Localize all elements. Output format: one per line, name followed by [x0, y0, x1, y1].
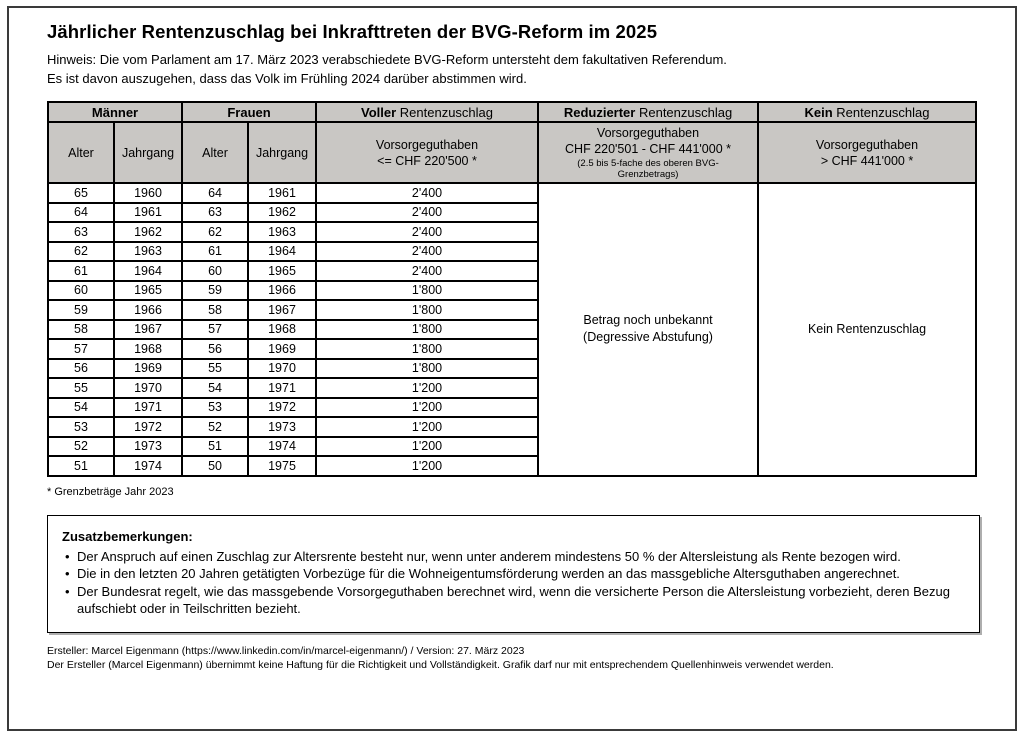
table-cell: 1968	[248, 320, 316, 340]
table-cell: 1962	[114, 222, 182, 242]
table-cell: 57	[48, 339, 114, 359]
table-cell: 1969	[248, 339, 316, 359]
table-row	[48, 183, 976, 203]
column-header-jahrgang-maenner: Jahrgang	[114, 122, 182, 183]
table-cell: 2'400	[316, 203, 538, 223]
table-cell: 56	[48, 359, 114, 379]
table-cell: 53	[48, 417, 114, 437]
remarks-list	[62, 548, 965, 618]
table-cell: 1966	[248, 281, 316, 301]
merged-cell-kein: Kein Rentenzuschlag	[758, 183, 976, 476]
table-cell: 1'200	[316, 437, 538, 457]
table-cell: 60	[48, 281, 114, 301]
column-header-jahrgang-frauen: Jahrgang	[248, 122, 316, 183]
table-cell: 1'200	[316, 456, 538, 476]
reduzierter-range-note: (2.5 bis 5-fache des oberen BVG- Grenzbetrags)	[577, 158, 719, 180]
table-cell: 1965	[248, 261, 316, 281]
table-cell: 2'400	[316, 242, 538, 262]
page-frame	[7, 6, 1017, 731]
table-cell: 2'400	[316, 183, 538, 203]
table-cell: 1965	[114, 281, 182, 301]
table-body	[48, 183, 976, 476]
table-cell: 1972	[248, 398, 316, 418]
table-cell: 63	[182, 203, 248, 223]
table-cell: 1'800	[316, 320, 538, 340]
table-cell: 54	[182, 378, 248, 398]
footer-disclaimer-line: Der Ersteller (Marcel Eigenmann) übernimmt keine Haftung für die Richtigkeit und Vollständigkeit. Grafik darf nur mit entsprechendem Quellenhinweis verwendet werden.	[47, 658, 834, 671]
table-cell: 51	[182, 437, 248, 457]
table-cell: 59	[182, 281, 248, 301]
footer-creator-line: Ersteller: Marcel Eigenmann (https://www.linkedin.com/in/marcel-eigenmann/) / Version: 27. März 2023	[47, 644, 525, 657]
hint-text	[47, 50, 979, 88]
table-cell: 2'400	[316, 222, 538, 242]
table-cell: 58	[182, 300, 248, 320]
page-title: Jährlicher Rentenzuschlag bei Inkrafttreten der BVG-Reform im 2025	[47, 21, 658, 42]
hint-line-2: Es ist davon auszugehen, dass das Volk im Frühling 2024 darüber abstimmen wird.	[47, 71, 527, 86]
table-cell: 1961	[114, 203, 182, 223]
column-group-maenner: Männer	[48, 102, 182, 122]
table-cell: 1964	[114, 261, 182, 281]
column-header-alter-frauen: Alter	[182, 122, 248, 183]
table-cell: 52	[48, 437, 114, 457]
table-cell: 1969	[114, 359, 182, 379]
remarks-box	[47, 515, 980, 633]
footer	[47, 644, 979, 672]
table-cell: 1968	[114, 339, 182, 359]
table-cell: 1'200	[316, 417, 538, 437]
table-cell: 63	[48, 222, 114, 242]
table-cell: 1971	[114, 398, 182, 418]
table-cell: 1961	[248, 183, 316, 203]
table-cell: 51	[48, 456, 114, 476]
table-cell: 52	[182, 417, 248, 437]
table-cell: 64	[182, 183, 248, 203]
table-cell: 1970	[248, 359, 316, 379]
column-header-voller-range: Vorsorgeguthaben <= CHF 220'500 *	[316, 122, 538, 183]
table-cell: 1974	[248, 437, 316, 457]
table-cell: 1964	[248, 242, 316, 262]
table-cell: 1'800	[316, 339, 538, 359]
column-group-reduzierter: Reduzierter Rentenzuschlag	[538, 102, 758, 122]
table-cell: 1963	[248, 222, 316, 242]
table-cell: 1'800	[316, 300, 538, 320]
table-cell: 1962	[248, 203, 316, 223]
pension-supplement-table	[47, 101, 977, 477]
table-cell: 56	[182, 339, 248, 359]
column-header-kein-range: Vorsorgeguthaben > CHF 441'000 *	[758, 122, 976, 183]
remarks-heading: Zusatzbemerkungen:	[62, 528, 193, 544]
table-cell: 61	[182, 242, 248, 262]
table-cell: 55	[182, 359, 248, 379]
merged-cell-reduzierter: Betrag noch unbekannt (Degressive Abstufung)	[538, 183, 758, 476]
table-cell: 1960	[114, 183, 182, 203]
table-cell: 1'200	[316, 378, 538, 398]
table-cell: 59	[48, 300, 114, 320]
table-cell: 1966	[114, 300, 182, 320]
table-cell: 54	[48, 398, 114, 418]
table-cell: 55	[48, 378, 114, 398]
column-group-frauen: Frauen	[182, 102, 316, 122]
column-group-kein: Kein Rentenzuschlag	[758, 102, 976, 122]
table-cell: 1963	[114, 242, 182, 262]
table-cell: 1971	[248, 378, 316, 398]
table-cell: 60	[182, 261, 248, 281]
table-cell: 65	[48, 183, 114, 203]
table-cell: 53	[182, 398, 248, 418]
table-cell: 1967	[114, 320, 182, 340]
column-header-alter-maenner: Alter	[48, 122, 114, 183]
table-cell: 2'400	[316, 261, 538, 281]
table-cell: 1973	[114, 437, 182, 457]
table-cell: 1972	[114, 417, 182, 437]
hint-line-1: Hinweis: Die vom Parlament am 17. März 2023 verabschiedete BVG-Reform untersteht dem fakultativen Referendum.	[47, 52, 727, 67]
table-cell: 57	[182, 320, 248, 340]
table-cell: 1973	[248, 417, 316, 437]
column-header-reduzierter-range: Vorsorgeguthaben CHF 220'501 - CHF 441'000 * (2.5 bis 5-fache des oberen BVG- Grenzbetrags)	[538, 122, 758, 183]
table-cell: 61	[48, 261, 114, 281]
table-cell: 58	[48, 320, 114, 340]
table-sub-header-row	[48, 122, 976, 183]
remark-item: • Die in den letzten 20 Jahren getätigten Vorbezüge für die Wohneigentumsförderung werden an das massgebliche Altersguthaben angerechnet.	[62, 565, 965, 583]
remark-item: • Der Anspruch auf einen Zuschlag zur Altersrente besteht nur, wenn unter anderem mindestens 50 % der Altersleistung als Rente bezogen wird.	[62, 548, 965, 566]
table-cell: 1'200	[316, 398, 538, 418]
table-cell: 1967	[248, 300, 316, 320]
column-group-voller: Voller Rentenzuschlag	[316, 102, 538, 122]
footnote: * Grenzbeträge Jahr 2023	[47, 485, 174, 498]
table-cell: 62	[48, 242, 114, 262]
table-cell: 1'800	[316, 281, 538, 301]
table-cell: 1970	[114, 378, 182, 398]
remark-item: • Der Bundesrat regelt, wie das massgebende Vorsorgeguthaben berechnet wird, wenn die versicherte Person die Altersleistung vorbezieht, deren Bezug aufschiebt oder in Teilschritten bezieht.	[62, 583, 965, 618]
table-cell: 1974	[114, 456, 182, 476]
table-cell: 1975	[248, 456, 316, 476]
table-cell: 62	[182, 222, 248, 242]
table-cell: 50	[182, 456, 248, 476]
table-cell: 64	[48, 203, 114, 223]
table-group-header-row	[48, 102, 976, 122]
table-cell: 1'800	[316, 359, 538, 379]
